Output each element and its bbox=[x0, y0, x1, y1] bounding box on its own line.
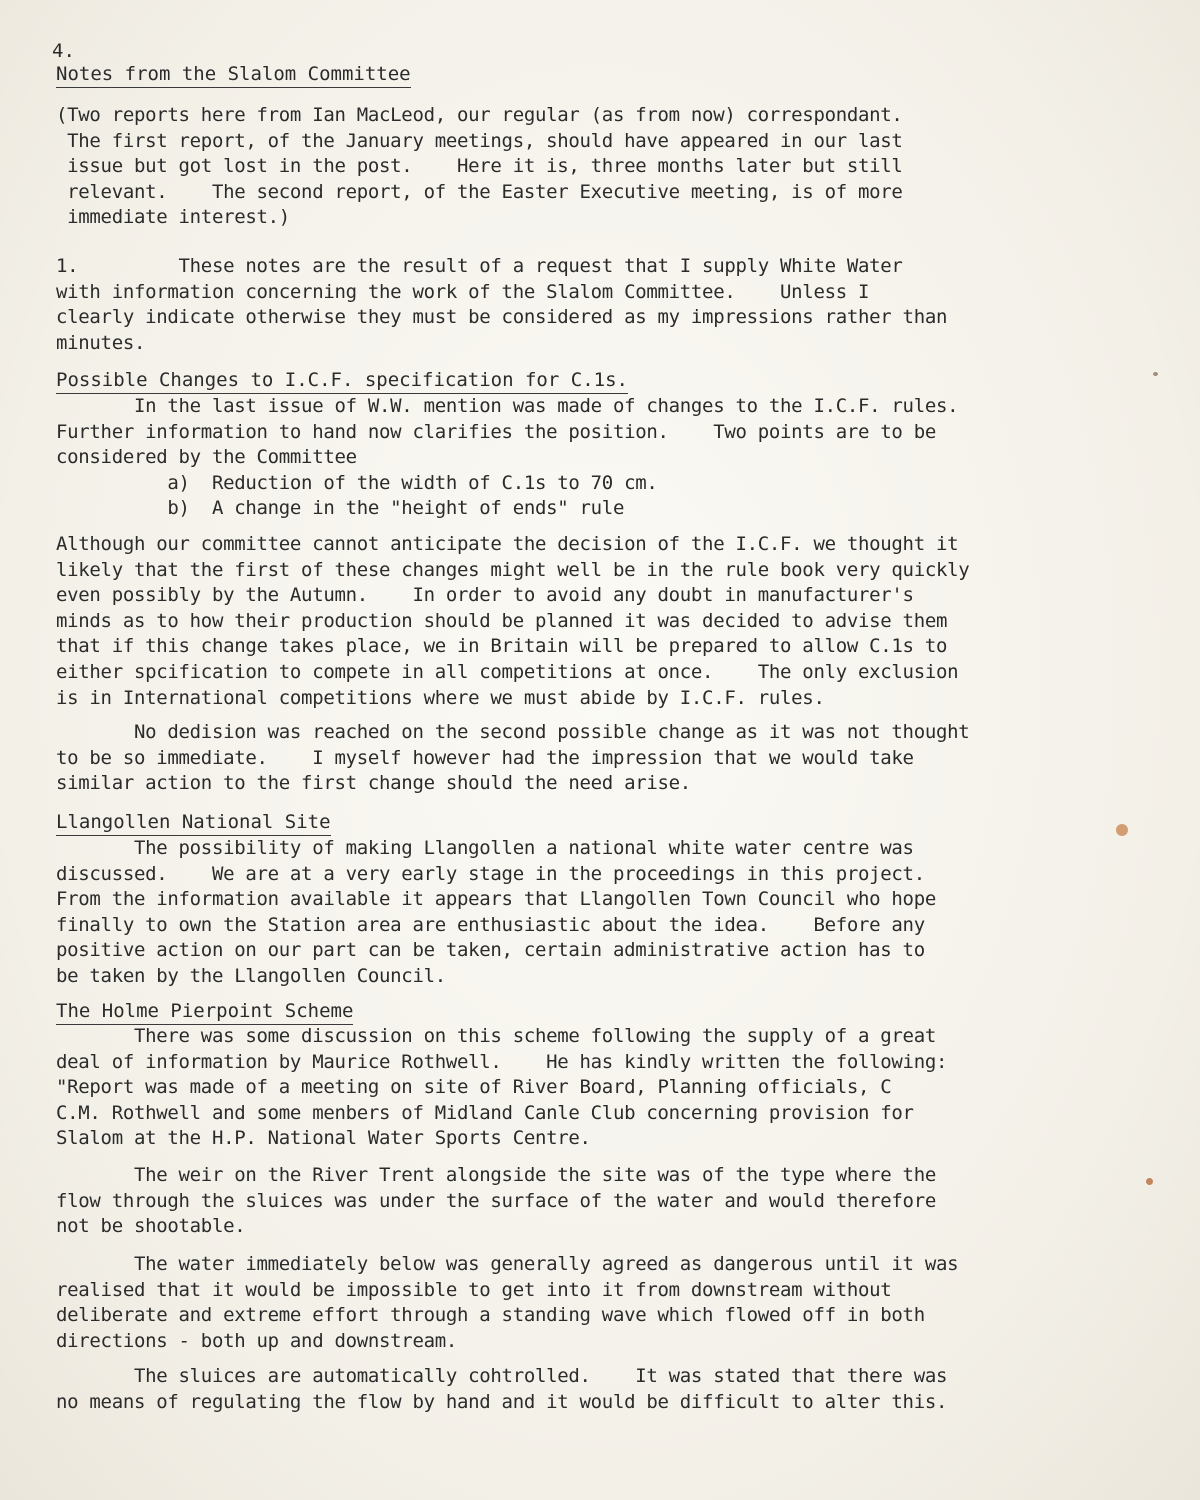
title-block bbox=[56, 62, 1086, 88]
section-holme-sluices bbox=[56, 1364, 1086, 1415]
intro-line: The first report, of the January meetings, should have appeared in our last bbox=[56, 129, 903, 152]
section-heading-holme: The Holme Pierpoint Scheme bbox=[56, 999, 353, 1025]
body-line: even possibly by the Autumn. In order to avoid any doubt in manufacturer's bbox=[56, 584, 914, 607]
intro-line: immediate interest.) bbox=[56, 206, 290, 229]
body-line: Although our committee cannot anticipate the decision of the I.C.F. we thought it bbox=[56, 533, 959, 555]
body-line: C.M. Rothwell and some menbers of Midland Canle Club concerning provision for bbox=[56, 1101, 914, 1124]
section-llangollen-body bbox=[56, 836, 1086, 990]
paper-stain bbox=[1146, 1178, 1153, 1185]
paper-stain bbox=[1153, 372, 1158, 376]
body-line: discussed. We are at a very early stage in the proceedings in this project. bbox=[56, 862, 925, 885]
body-line: From the information available it appears that Llangollen Town Council who hope bbox=[56, 888, 936, 911]
body-line: No dedision was reached on the second possible change as it was not thought bbox=[56, 721, 970, 743]
body-line: be taken by the Llangollen Council. bbox=[56, 964, 446, 987]
page-number: 4. bbox=[52, 40, 75, 62]
body-line: flow through the sluices was under the surface of the water and would therefore bbox=[56, 1189, 936, 1212]
list-item: a) Reduction of the width of C.1s to 70 cm. bbox=[56, 471, 658, 494]
body-line: with information concerning the work of the Slalom Committee. Unless I bbox=[56, 280, 870, 303]
list-item: b) A change in the "height of ends" rule bbox=[56, 497, 625, 520]
body-line: is in International competitions where we must abide by I.C.F. rules. bbox=[56, 686, 825, 709]
body-line: no means of regulating the flow by hand and it would be difficult to alter this. bbox=[56, 1390, 948, 1413]
body-line: The sluices are automatically cohtrolled. It was stated that there was bbox=[56, 1365, 948, 1387]
section-icf-paragraph-3 bbox=[56, 720, 1086, 797]
paragraph-1 bbox=[56, 254, 1086, 356]
intro-paragraph bbox=[56, 103, 1086, 231]
body-line: positive action on our part can be taken, certain administrative action has to bbox=[56, 939, 925, 962]
body-line: 1. These notes are the result of a request that I supply White Water bbox=[56, 255, 903, 277]
body-line: minutes. bbox=[56, 331, 146, 354]
body-line: to be so immediate. I myself however had the impression that we would take bbox=[56, 746, 914, 769]
section-icf-heading-block bbox=[56, 368, 1086, 394]
intro-line: relevant. The second report, of the Easter Executive meeting, is of more bbox=[56, 180, 903, 203]
body-line: The possibility of making Llangollen a national white water centre was bbox=[56, 837, 914, 859]
body-line: There was some discussion on this scheme following the supply of a great bbox=[56, 1025, 936, 1047]
body-line: finally to own the Station area are enthusiastic about the idea. Before any bbox=[56, 913, 925, 936]
body-line: clearly indicate otherwise they must be considered as my impressions rather than bbox=[56, 306, 948, 329]
section-holme-weir bbox=[56, 1163, 1086, 1240]
body-line: Further information to hand now clarifies the position. Two points are to be bbox=[56, 420, 936, 443]
document-title: Notes from the Slalom Committee bbox=[56, 62, 411, 88]
paper-stain bbox=[1116, 824, 1128, 836]
body-line: deliberate and extreme effort through a standing wave which flowed off in both bbox=[56, 1304, 925, 1327]
section-llangollen-heading-block bbox=[56, 810, 1086, 836]
body-line: either spcification to compete in all competitions at once. The only exclusion bbox=[56, 660, 959, 683]
section-holme-water bbox=[56, 1252, 1086, 1354]
body-line: considered by the Committee bbox=[56, 446, 357, 469]
section-heading-llangollen: Llangollen National Site bbox=[56, 810, 331, 836]
body-line: Slalom at the H.P. National Water Sports Centre. bbox=[56, 1127, 591, 1150]
section-holme-body bbox=[56, 1024, 1086, 1152]
body-line: realised that it would be impossible to get into it from downstream without bbox=[56, 1278, 892, 1301]
intro-line: issue but got lost in the post. Here it is, three months later but still bbox=[56, 155, 903, 178]
section-holme-heading-block bbox=[56, 999, 1086, 1025]
section-icf-body bbox=[56, 394, 1086, 522]
body-line: directions - both up and downstream. bbox=[56, 1329, 458, 1352]
body-line: minds as to how their production should be planned it was decided to advise them bbox=[56, 609, 948, 632]
body-line: In the last issue of W.W. mention was made of changes to the I.C.F. rules. bbox=[56, 395, 959, 417]
body-line: The water immediately below was generally agreed as dangerous until it was bbox=[56, 1253, 959, 1275]
body-line: "Report was made of a meeting on site of River Board, Planning officials, C bbox=[56, 1076, 892, 1099]
section-heading-icf: Possible Changes to I.C.F. specification for C.1s. bbox=[56, 368, 628, 394]
body-line: The weir on the River Trent alongside the site was of the type where the bbox=[56, 1164, 936, 1186]
body-line: likely that the first of these changes might well be in the rule book very quickly bbox=[56, 558, 970, 581]
body-line: not be shootable. bbox=[56, 1215, 246, 1238]
intro-line: (Two reports here from Ian MacLeod, our regular (as from now) correspondant. bbox=[56, 104, 903, 126]
body-line: that if this change takes place, we in Britain will be prepared to allow C.1s to bbox=[56, 635, 948, 658]
body-line: deal of information by Maurice Rothwell. He has kindly written the following: bbox=[56, 1050, 948, 1073]
body-line: similar action to the first change should the need arise. bbox=[56, 772, 691, 795]
section-icf-paragraph-2 bbox=[56, 532, 1086, 711]
